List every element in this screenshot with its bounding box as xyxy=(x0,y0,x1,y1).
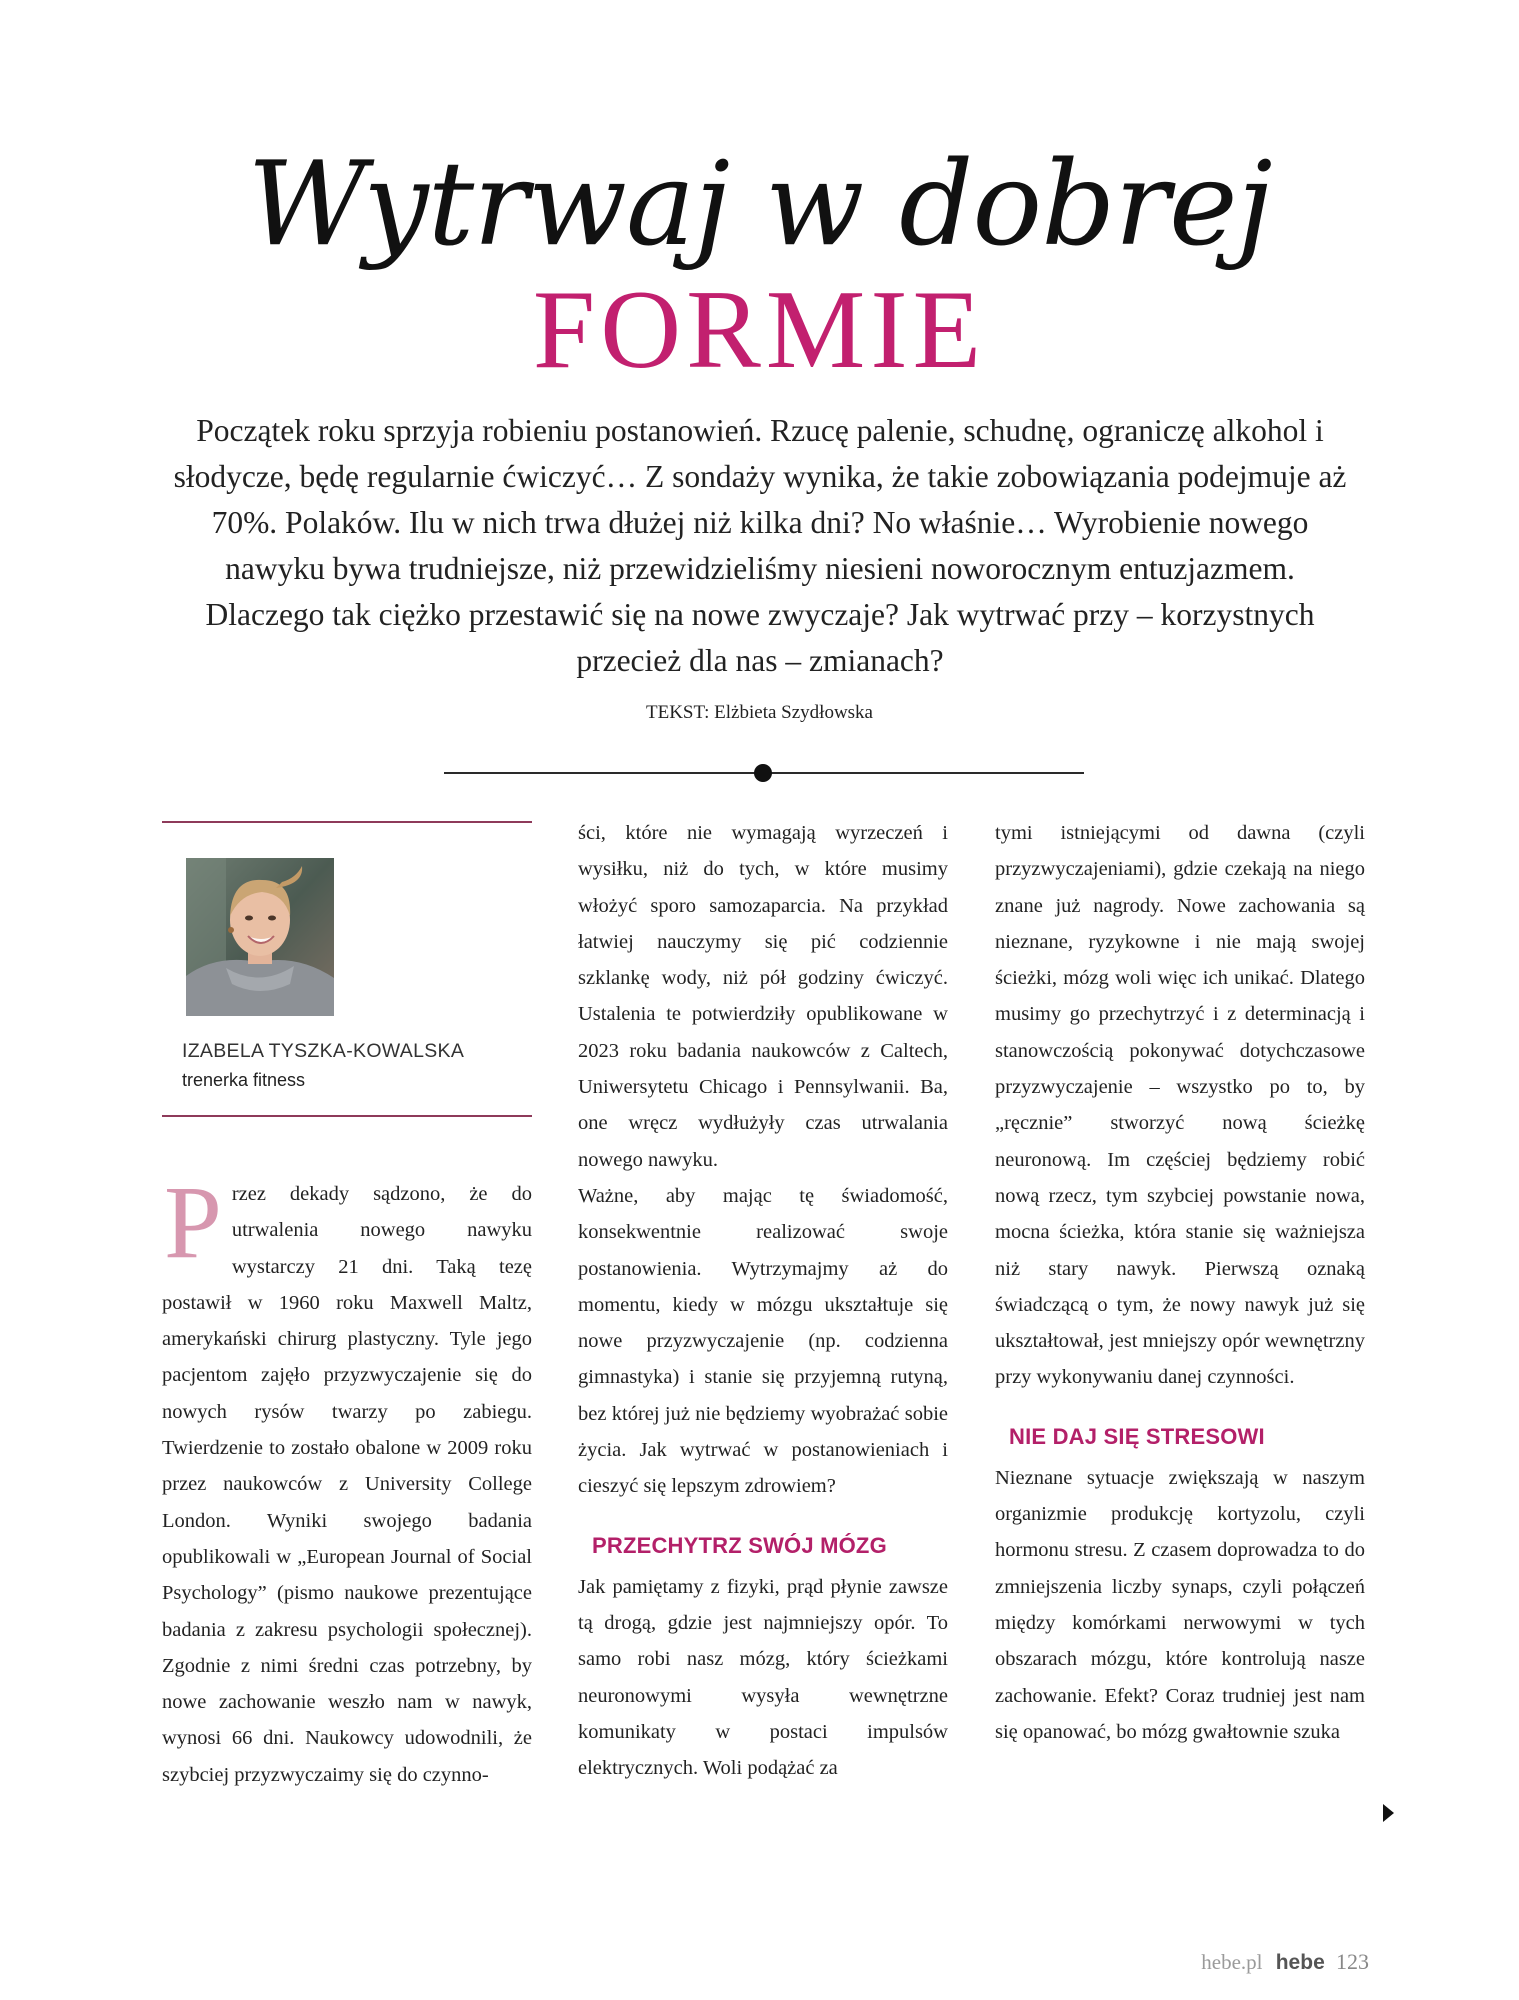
expert-box-top-rule xyxy=(162,821,532,823)
continue-arrow-icon xyxy=(1383,1804,1394,1822)
title-line-1: Wytrwaj w dobrej xyxy=(247,137,1272,272)
byline: TEKST: Elżbieta Szydłowska xyxy=(645,702,873,723)
expert-portrait-image xyxy=(186,858,334,1016)
expert-role: trenerka fitness xyxy=(182,1070,306,1090)
subheading-stress: NIE DAJ SIĘ STRESOWI xyxy=(1009,1423,1265,1449)
article-column-3 xyxy=(995,815,1365,1750)
divider-dot xyxy=(754,764,772,782)
footer-brand-logo: hebe xyxy=(1275,1951,1325,1974)
column-3-paragraph-1: tymi istniejącymi od dawna (czyli przyzwyczajeniami), gdzie czekają na niego znane już nagrody. Nowe zachowania są nieznane, ryzykowne i nie mają swojej ścieżki, mózg woli więc ich unikać. Dlatego musimy go przechytrzyć i z determinacją i stanowczością pokonywać dotychczasowe przyzwyczajenie – wszystko po to, by „ręcznie” stworzyć nową ścieżkę neuronową. Im częściej będziemy robić nową rzecz, tym szybciej powstanie nowa, mocna ścieżka, która stanie się ważniejsza niż stary nawyk. Pierwszą oznaką świadczącą o tym, że nowy nawyk już się ukształtował, jest mniejszy opór wewnętrzny przy wykonywaniu danej czynności. xyxy=(995,822,1365,1389)
column-1-paragraph: rzez dekady sądzono, że do utrwalenia nowego nawyku wystarczy 21 dni. Taką tezę postawił w 1960 roku Maxwell Maltz, amerykański chirurg plastyczny. Tyle jego pacjentom zajęło przyzwyczajenie się do nowych rysów twarzy po zabiegu. Twierdzenie to zostało obalone w 2009 roku przez naukowców z University College London. Wyniki swojego badania opublikowali w „European Journal of Social Psychology” (pismo naukowe prezentujące badania z zakresu psychologii społecznej). Zgodnie z nimi średni czas potrzebny, by nowe zachowanie weszło nam w nawyk, wynosi 66 dni. Naukowcy udowodnili, że szybciej przyzwyczaimy się do czynno- xyxy=(162,1183,532,1786)
column-2-paragraph-3: Jak pamiętamy z fizyki, prąd płynie zawsze tą drogą, gdzie jest najmniejszy opór. To samo robi nasz mózg, który ścieżkami neuronowymi wysyła wewnętrzne komunikaty w postaci impulsów elektrycznych. Woli podążać za xyxy=(578,1575,948,1780)
expert-box-bottom-rule xyxy=(162,1115,532,1117)
page-number: 123 xyxy=(1336,1949,1369,1974)
title-line-2: FORMIE xyxy=(532,268,987,392)
article-column-2 xyxy=(578,815,948,1786)
column-2-paragraph-2: Ważne, aby mając tę świadomość, konsekwentnie realizować swoje postanowienia. Wytrzymajmy aż do momentu, kiedy w mózgu ukształtuje się nowe przyzwyczajenie (np. codzienna gimnastyka) i stanie się przyjemną rutyną, bez której już nie będziemy wyobrażać sobie życia. Jak wytrwać w postanowieniach i cieszyć się lepszym zdrowiem? xyxy=(578,1184,948,1498)
footer-site: hebe.pl xyxy=(1201,1950,1263,1974)
expert-photo xyxy=(186,858,334,1016)
page-footer xyxy=(1201,1948,1369,1977)
column-2-paragraph-1: ści, które nie wymagają wyrzeczeń i wysiłku, niż do tych, w które musimy włożyć sporo samozaparcia. Na przykład łatwiej nauczymy się pić codziennie szklankę wody, niż pół godziny ćwiczyć. Ustalenia te potwierdziły opublikowane w 2023 roku badania naukowców z Caltech, Uniwersytetu Chicago i Pennsylwanii. Ba, one wręcz wydłużyły czas utrwalania nowego nawyku. xyxy=(578,822,948,1171)
column-3-paragraph-2: Nieznane sytuacje zwiększają w naszym organizmie produkcję kortyzolu, czyli hormonu stresu. Z czasem doprowadza to do zmniejszenia liczby synaps, czyli połączeń między komórkami nerwowymi w tych obszarach mózgu, które kontrolują nasze zachowanie. Efekt? Coraz trudniej jest nam się opanować, bo mózg gwałtownie szuka xyxy=(995,1466,1365,1743)
subheading-outsmart-brain: PRZECHYTRZ SWÓJ MÓZG xyxy=(592,1532,887,1558)
drop-cap: P xyxy=(164,1165,222,1280)
article-column-1 xyxy=(162,1165,532,1793)
expert-name: IZABELA TYSZKA-KOWALSKA xyxy=(182,1040,465,1062)
lead-paragraph: Początek roku sprzyja robieniu postanowień. Rzucę palenie, schudnę, ograniczę alkohol i słodycze, będę regularnie ćwiczyć… Z sondaży wynika, że takie zobowiązania podejmuje aż 70%. Polaków. Ilu w nich trwa dłużej niż kilka dni? No właśnie… Wyrobienie nowego nawyku bywa trudniejsze, niż przewidzieliśmy niesieni noworocznym entuzjazmem. Dlaczego tak ciężko przestawić się na nowe zwyczaje? Jak wytrwać przy – korzystnych przecież dla nas – zmianach? xyxy=(173,413,1347,678)
